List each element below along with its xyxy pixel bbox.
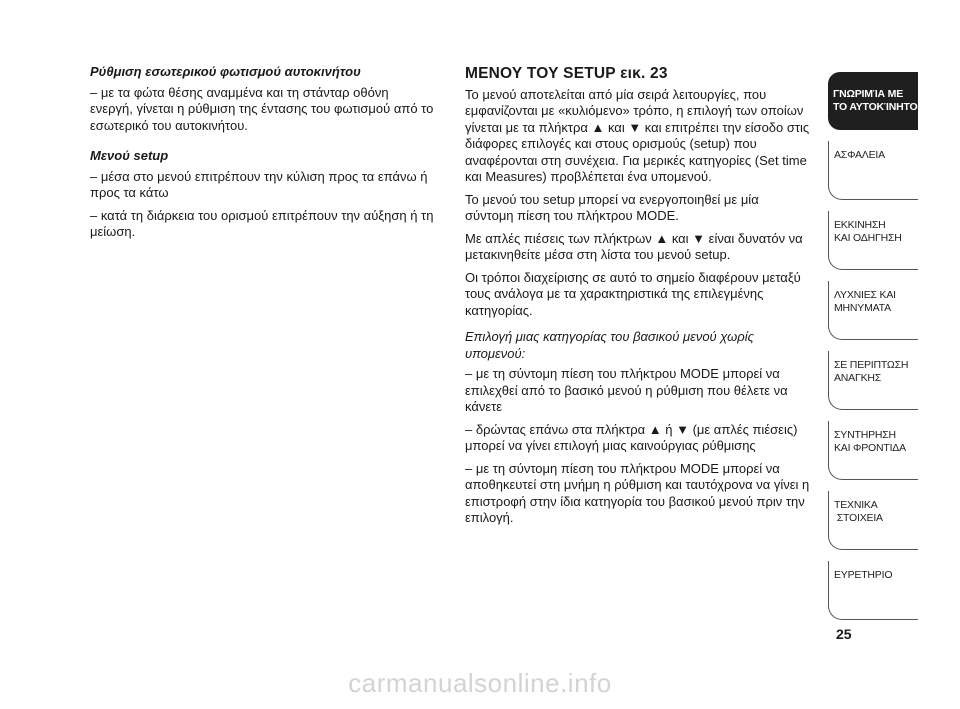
tab-label: ΚΑΙ ΦΡΟΝΤΙΔΑ bbox=[834, 442, 906, 454]
tab-starting-driving[interactable] bbox=[828, 211, 918, 270]
tab-label: ΣΤΟΙΧΕΙΑ bbox=[834, 512, 883, 524]
right-para-4: Οι τρόποι διαχείρισης σε αυτό το σημείο διαφέρουν μεταξύ τους ανάλογα με τα χαρακτηριστικά της επιλεγμένης κατηγορίας. bbox=[465, 269, 801, 318]
tab-label: ΤΟ ΑΥΤΟΚΊΝΗΤΟ bbox=[833, 101, 918, 113]
page-number: 25 bbox=[836, 626, 852, 642]
setup-menu-text-2: – κατά τη διάρκεια του ορισμού επιτρέπουν την αύξηση ή τη μείωση. bbox=[90, 207, 434, 239]
tab-label: ΚΑΙ ΟΔΗΓΗΣΗ bbox=[834, 232, 902, 244]
right-para-7: – με τη σύντομη πίεση του πλήκτρου MODE μπορεί να αποθηκευτεί στη μνήμη η ρύθμιση και ταυτόχρονα να γίνει η επιστροφή στην ίδια κατηγορία του βασικού μενού πριν την επιλογή. bbox=[465, 460, 810, 525]
tab-label: ΣΕ ΠΕΡΙΠΤΩΣΗ bbox=[834, 359, 909, 371]
setup-menu-heading: Μενού setup bbox=[90, 148, 169, 163]
right-para-1: Το μενού αποτελείται από μία σειρά λειτουργίες, που εμφανίζονται με «κυλιόμενο» τρόπο, η επιλογή των οποίων γίνεται με τα πλήκτρα ▲ και ▼ και επιτρέπει την είσοδο στις διάφορες επιλογές και στους ορισμούς (setup) που αναφέρονται στη συνέχεια. Για μερικές κατηγορίες (Set time και Measures) προβλέπεται ένα υπομενού. bbox=[465, 86, 810, 184]
watermark: carmanualsonline.info bbox=[348, 668, 612, 698]
tab-safety[interactable] bbox=[828, 141, 918, 200]
tab-know-your-car[interactable] bbox=[828, 72, 918, 130]
right-para-5: – με τη σύντομη πίεση του πλήκτρου MODE μπορεί να επιλεχθεί από το βασικό μενού η ρύθμιση που θέλετε να κάνετε bbox=[465, 366, 788, 414]
chapter-sidebar bbox=[828, 72, 918, 631]
tab-maintenance[interactable] bbox=[828, 421, 918, 480]
right-column bbox=[465, 64, 810, 533]
interior-lighting-text: – με τα φώτα θέσης αναμμένα και τη στάνταρ οθόνη ενεργή, γίνεται η ρύθμιση της έντασης του φωτισμού από το εσωτερικό του αυτοκινήτου. bbox=[90, 84, 434, 133]
tab-label: ΤΕΧΝΙΚΑ bbox=[834, 499, 878, 511]
tab-label: ΑΣΦΑΛΕΙΑ bbox=[834, 149, 885, 161]
category-selection-heading: Επιλογή μιας κατηγορίας του βασικού μενού χωρίς υπομενού: bbox=[465, 329, 754, 361]
tab-label: ΑΝΑΓΚΗΣ bbox=[834, 372, 882, 384]
right-para-2: Το μενού του setup μπορεί να ενεργοποιηθεί με μία σύντομη πίεση του πλήκτρου MODE. bbox=[465, 191, 759, 223]
right-para-6: – δρώντας επάνω στα πλήκτρα ▲ ή ▼ (με απλές πιέσεις) μπορεί να γίνει επιλογή μιας καινούργιας ρύθμισης bbox=[465, 421, 798, 453]
tab-technical-data[interactable] bbox=[828, 491, 918, 550]
left-column bbox=[90, 64, 435, 247]
tab-lights-messages[interactable] bbox=[828, 281, 918, 340]
tab-index[interactable] bbox=[828, 561, 918, 620]
tab-emergency[interactable] bbox=[828, 351, 918, 410]
tab-label: ΕΥΡΕΤΗΡΙΟ bbox=[834, 569, 893, 581]
tab-label: ΓΝΩΡΙΜΊΑ ΜΕ bbox=[833, 88, 904, 100]
interior-lighting-heading: Ρύθμιση εσωτερικού φωτισμού αυτοκινήτου bbox=[90, 64, 361, 79]
right-para-3: Με απλές πιέσεις των πλήκτρων ▲ και ▼ είναι δυνατόν να μετακινηθείτε μέσα στη λίστα του μενού setup. bbox=[465, 230, 803, 262]
tab-label: ΛΥΧΝΙΕΣ ΚΑΙ bbox=[834, 289, 896, 301]
setup-menu-text-1: – μέσα στο μενού επιτρέπουν την κύλιση προς τα επάνω ή προς τα κάτω bbox=[90, 168, 428, 200]
setup-menu-title: ΜΕΝΟΥ ΤΟΥ SETUP εικ. 23 bbox=[465, 65, 668, 82]
tab-label: ΜΗΝΥΜΑΤΑ bbox=[834, 302, 891, 314]
tab-label: ΣΥΝΤΗΡΗΣΗ bbox=[834, 429, 896, 441]
tab-label: ΕΚΚΙΝΗΣΗ bbox=[834, 219, 886, 231]
